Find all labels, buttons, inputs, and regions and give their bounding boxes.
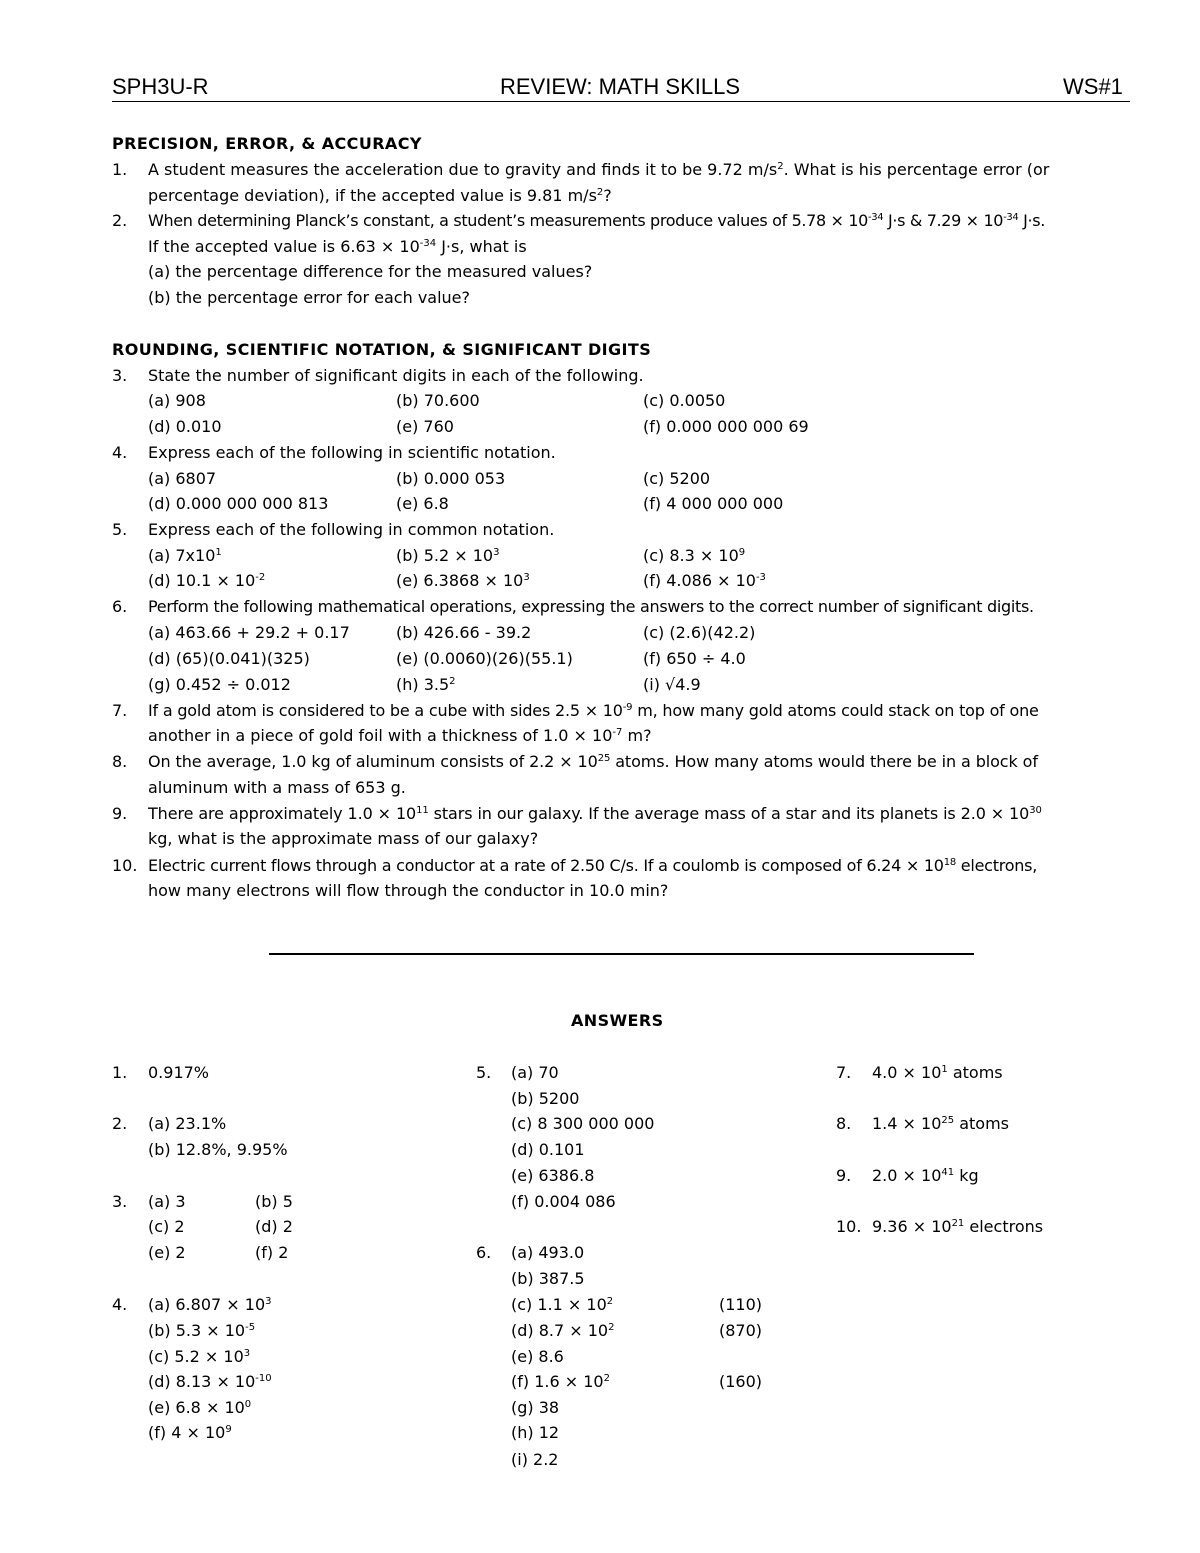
- question-5-part-a: (a) $7x10^1$: [148, 546, 222, 565]
- question-4-part-f: (f) 4 000 000 000: [643, 494, 784, 513]
- answer-number: 2.: [112, 1114, 128, 1133]
- question-3-part-b: (b) 70.600: [396, 391, 480, 410]
- question-number: 4.: [112, 443, 128, 462]
- answer-number: 6.: [476, 1243, 492, 1262]
- worksheet-title: REVIEW: MATH SKILLS: [500, 74, 741, 99]
- question-2-part-b: (b) the percentage error for each value?: [148, 288, 471, 307]
- question-5-part-b: (b) $5.2 \times 10^3$: [396, 546, 500, 565]
- answer-number: 4.: [112, 1295, 128, 1314]
- answer-6-d: (d) $8.7 \times 10^2$: [511, 1321, 615, 1340]
- answer-number: 8.: [836, 1114, 852, 1133]
- question-1-line-1: A student measures the acceleration due to gravity and finds it to be 9.72 $m/s^2$. What is his percentage error (or: [148, 160, 1050, 179]
- question-4-part-b: (b) 0.000 053: [396, 469, 506, 488]
- question-number: 1.: [112, 160, 128, 179]
- question-5-part-c: (c) $8.3 \times 10^9$: [643, 546, 746, 565]
- answer-6-i: (i) 2.2: [511, 1450, 559, 1469]
- question-2-line-2: If the accepted value is $6.63 \times 10^{-34}$ J·s, what is: [148, 237, 527, 256]
- answer-6-e: (e) 8.6: [511, 1347, 564, 1366]
- question-3-text: State the number of significant digits in each of the following.: [148, 366, 644, 385]
- answer-3-c: (c) 2: [148, 1217, 185, 1236]
- question-number: 5.: [112, 520, 128, 539]
- question-3-part-e: (e) 760: [396, 417, 454, 436]
- question-4-part-d: (d) 0.000 000 000 813: [148, 494, 329, 513]
- question-9-line-1: There are approximately $1.0 \times 10^{11}$ stars in our galaxy. If the average mass of a star and its planets is $2.0 \times 10^{30}$: [148, 804, 1042, 823]
- answer-4-a: (a) $6.807 \times 10^3$: [148, 1295, 272, 1314]
- answer-4-b: (b) $5.3 \times 10^{-5}$: [148, 1321, 256, 1340]
- answer-10: $9.36 \times 10^{21}$ electrons: [872, 1217, 1044, 1236]
- question-8-line-2: aluminum with a mass of 653 g.: [148, 778, 406, 797]
- question-5-part-e: (e) $6.3868 \times 10^3$: [396, 571, 530, 590]
- question-4-part-a: (a) 6807: [148, 469, 217, 488]
- answer-6-g: (g) 38: [511, 1398, 560, 1417]
- answer-number: 1.: [112, 1063, 128, 1082]
- question-3-part-c: (c) 0.0050: [643, 391, 726, 410]
- question-10-line-1: Electric current flows through a conductor at a rate of 2.50 C/s. If a coulomb is composed of $6.24 \times 10^{18}$ electrons,: [148, 856, 1038, 875]
- worksheet-number: WS#1: [1063, 74, 1123, 99]
- answer-5-a: (a) 70: [511, 1063, 559, 1082]
- question-4-part-e: (e) 6.8: [396, 494, 449, 513]
- question-6-part-f: (f) 650 ÷ 4.0: [643, 649, 746, 668]
- question-3-part-d: (d) 0.010: [148, 417, 222, 436]
- answer-5-b: (b) 5200: [511, 1089, 580, 1108]
- answer-5-d: (d) 0.101: [511, 1140, 585, 1159]
- answer-8: $1.4 \times 10^{25}$ atoms: [872, 1114, 1009, 1133]
- answer-2-b: (b) 12.8%, 9.95%: [148, 1140, 288, 1159]
- question-number: 6.: [112, 597, 128, 616]
- question-1-line-2: percentage deviation), if the accepted value is 9.81 $m/s^2$?: [148, 186, 612, 205]
- question-6-part-a: (a) 463.66 + 29.2 + 0.17: [148, 623, 350, 642]
- answer-6-h: (h) 12: [511, 1423, 560, 1442]
- question-5-part-d: (d) $10.1 \times 10^{-2}$: [148, 571, 266, 590]
- question-9-line-2: kg, what is the approximate mass of our galaxy?: [148, 829, 539, 848]
- question-number: 9.: [112, 804, 128, 823]
- answer-6-f-alt: (160): [719, 1372, 763, 1391]
- answer-6-c: (c) $1.1 \times 10^2$: [511, 1295, 614, 1314]
- question-6-part-h: (h) $3.5^2$: [396, 675, 456, 694]
- answer-3-a: (a) 3: [148, 1192, 186, 1211]
- answer-3-b: (b) 5: [255, 1192, 293, 1211]
- answer-3-f: (f) 2: [255, 1243, 289, 1262]
- answer-6-b: (b) 387.5: [511, 1269, 585, 1288]
- answer-9: $2.0 \times 10^{41}$ kg: [872, 1166, 979, 1185]
- answer-4-c: (c) $5.2 \times 10^3$: [148, 1347, 251, 1366]
- question-number: 10.: [112, 856, 138, 875]
- question-6-part-c: (c) (2.6)(42.2): [643, 623, 756, 642]
- answer-3-d: (d) 2: [255, 1217, 293, 1236]
- question-8-line-1: On the average, 1.0 kg of aluminum consists of $2.2 \times 10^{25}$ atoms. How many atoms would there be in a block of: [148, 752, 1038, 771]
- answer-number: 9.: [836, 1166, 852, 1185]
- answer-6-a: (a) 493.0: [511, 1243, 585, 1262]
- question-3-part-a: (a) 908: [148, 391, 206, 410]
- answer-1: 0.917%: [148, 1063, 210, 1082]
- header-rule: [112, 101, 1130, 102]
- section-separator: [269, 953, 974, 955]
- question-7-line-2: another in a piece of gold foil with a thickness of $1.0 \times 10^{-7}$ m?: [148, 726, 652, 745]
- question-number: 8.: [112, 752, 128, 771]
- answers-heading: ANSWERS: [571, 1011, 664, 1030]
- question-5-part-f: (f) $4.086 \times 10^{-3}$: [643, 571, 766, 590]
- section-heading-precision: PRECISION, ERROR, & ACCURACY: [112, 134, 422, 153]
- question-2-part-a: (a) the percentage difference for the measured values?: [148, 262, 593, 281]
- answer-4-e: (e) $6.8 \times 10^0$: [148, 1398, 252, 1417]
- question-7-line-1: If a gold atom is considered to be a cube with sides $2.5 \times 10^{-9}$ m, how many gold atoms could stack on top of one: [148, 701, 1039, 720]
- question-6-part-g: (g) 0.452 ÷ 0.012: [148, 675, 291, 694]
- question-10-line-2: how many electrons will flow through the conductor in 10.0 min?: [148, 881, 669, 900]
- answer-number: 5.: [476, 1063, 492, 1082]
- question-6-part-e: (e) (0.0060)(26)(55.1): [396, 649, 573, 668]
- answer-3-e: (e) 2: [148, 1243, 186, 1262]
- question-3-part-f: (f) 0.000 000 000 69: [643, 417, 809, 436]
- answer-number: 3.: [112, 1192, 128, 1211]
- question-5-text: Express each of the following in common notation.: [148, 520, 555, 539]
- question-6-text: Perform the following mathematical operations, expressing the answers to the correct number of significant digits.: [148, 597, 1034, 616]
- answer-2-a: (a) 23.1%: [148, 1114, 227, 1133]
- question-4-part-c: (c) 5200: [643, 469, 711, 488]
- question-number: 7.: [112, 701, 128, 720]
- question-number: 2.: [112, 211, 128, 230]
- answer-5-e: (e) 6386.8: [511, 1166, 595, 1185]
- answer-5-f: (f) 0.004 086: [511, 1192, 616, 1211]
- question-2-line-1: When determining Planck’s constant, a student’s measurements produce values of $5.78 \times 10^{-34}$ J·s & $7.29 \times 10^{-34}$ J·s.: [148, 211, 1045, 230]
- section-heading-rounding: ROUNDING, SCIENTIFIC NOTATION, & SIGNIFICANT DIGITS: [112, 340, 652, 359]
- answer-6-f: (f) $1.6 \times 10^2$: [511, 1372, 610, 1391]
- answer-4-f: (f) $4 \times 10^9$: [148, 1423, 232, 1442]
- question-6-part-d: (d) (65)(0.041)(325): [148, 649, 310, 668]
- question-6-part-i: (i) √4.9: [643, 675, 701, 694]
- course-code: SPH3U-R: [112, 74, 209, 99]
- answer-6-c-alt: (110): [719, 1295, 763, 1314]
- answer-6-d-alt: (870): [719, 1321, 763, 1340]
- answer-7: $4.0 \times 10^1$ atoms: [872, 1063, 1003, 1082]
- question-number: 3.: [112, 366, 128, 385]
- answer-4-d: (d) $8.13 \times 10^{-10}$: [148, 1372, 272, 1391]
- question-4-text: Express each of the following in scientific notation.: [148, 443, 556, 462]
- answer-number: 10.: [836, 1217, 862, 1236]
- question-6-part-b: (b) 426.66 - 39.2: [396, 623, 532, 642]
- answer-number: 7.: [836, 1063, 852, 1082]
- answer-5-c: (c) 8 300 000 000: [511, 1114, 655, 1133]
